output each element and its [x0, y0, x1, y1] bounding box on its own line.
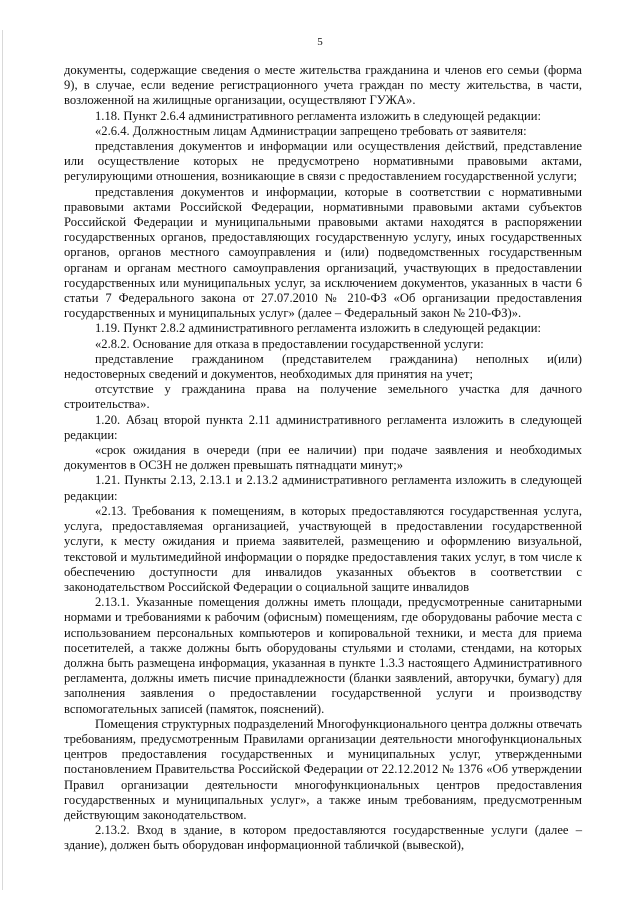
page-number: 5 — [317, 36, 323, 48]
paragraph: отсутствие у гражданина права на получение земельного участка для дачного строительства». — [64, 382, 582, 412]
paragraph: 1.19. Пункт 2.8.2 административного регламента изложить в следующей редакции: — [95, 321, 541, 336]
paragraph: «2.13. Требования к помещениям, в которых предоставляются государственная услуга, услуга, предоставляемая организацией, участвующей в предоставлении государственной услуги, к месту ожидания и приема заявителей, размещению и оформлению визуальной, текстовой и мультимедийной информации о порядке предоставления таких услуг, в том числе к обеспечению доступности для инвалидов указанных объектов в соответствии с законодательством Российской Федерации о социальной защите инвалидов — [64, 503, 582, 594]
paragraph: 2.13.2. Вход в здание, в котором предоставляются государственные услуги (далее – здание), должен быть оборудован информационной табличкой (вывеской), — [64, 823, 582, 853]
paragraph: «срок ожидания в очереди (при ее наличии) при подаче заявления и необходимых документов в ОСЗН не должен превышать пятнадцати минут;» — [64, 443, 582, 473]
paragraph: 2.13.1. Указанные помещения должны иметь площади, предусмотренные санитарными нормами и требованиями к рабочим (офисным) помещениям, где оборудованы рабочие места с использованием персональных компьютеров и копировальной техники, и места для приема посетителей, а также должны быть оборудованы стульями и столами, стендами, на которых должна быть размещена информация, указанная в пункте 1.3.3 настоящего Административного регламента, должны иметь писчие принадлежности (бланки заявлений, авторучки, бумагу) для заполнения заявления о предоставлении государственной услуги и производству вспомогательных записей (памяток, пояснений). — [64, 595, 582, 716]
paragraph: 1.21. Пункты 2.13, 2.13.1 и 2.13.2 административного регламента изложить в следующей редакции: — [64, 473, 582, 503]
paragraph: представления документов и информации или осуществления действий, представление или осуществление которых не предусмотрено нормативными правовыми актами, регулирующими отношения, возникающие в связи с предоставлением государственной услуги; — [64, 139, 582, 184]
paragraph: 1.20. Абзац второй пункта 2.11 административного регламента изложить в следующей редакции: — [64, 412, 582, 442]
paragraph: 1.18. Пункт 2.6.4 административного регламента изложить в следующей редакции: — [95, 108, 541, 123]
document-body — [64, 63, 582, 854]
paragraph: документы, содержащие сведения о месте жительства гражданина и членов его семьи (форма 9), в случае, если ведение регистрационного учета граждан по месту жительства, в части, возложенной на жилищные организации, осуществляют ГУЖА». — [64, 63, 582, 108]
paragraph: Помещения структурных подразделений Многофункционального центра должны отвечать требованиям, предусмотренным Правилами организации деятельности многофункциональных центров предоставления государственных и муниципальных услуг, утвержденными постановлением Правительства Российской Федерации от 22.12.2012 № 1376 «Об утверждении Правил организации деятельности многофункциональных центров предоставления государственных и муниципальных услуг», а также иным требованиям, предусмотренным действующим законодательством. — [64, 716, 582, 822]
paragraph: представление гражданином (представителем гражданина) неполных и(или) недостоверных сведений и документов, необходимых для принятия на учет; — [64, 351, 582, 382]
paragraph: «2.8.2. Основание для отказа в предоставлении государственной услуги: — [95, 336, 484, 351]
paragraph: представления документов и информации, которые в соответствии с нормативными правовыми актами Российской Федерации, нормативными правовыми актами субъектов Российской Федерации и муниципальными правовыми актами находятся в распоряжении государственных органов, предоставляющих государственную услугу, иных государственных органов, органов местного самоуправления и (или) подведомственных государственным органам и органам местного самоуправления организаций, участвующих в предоставлении государственных или муниципальных услуг, за исключением документов, указанных в части 6 статьи 7 Федерального закона от 27.07.2010 № 210-ФЗ «Об организации предоставления государственных и муниципальных услуг» (далее – Федеральный закон № 210-ФЗ)». — [64, 184, 582, 321]
paragraph: «2.6.4. Должностным лицам Администрации запрещено требовать от заявителя: — [95, 123, 527, 138]
page-edge-line — [2, 30, 3, 890]
